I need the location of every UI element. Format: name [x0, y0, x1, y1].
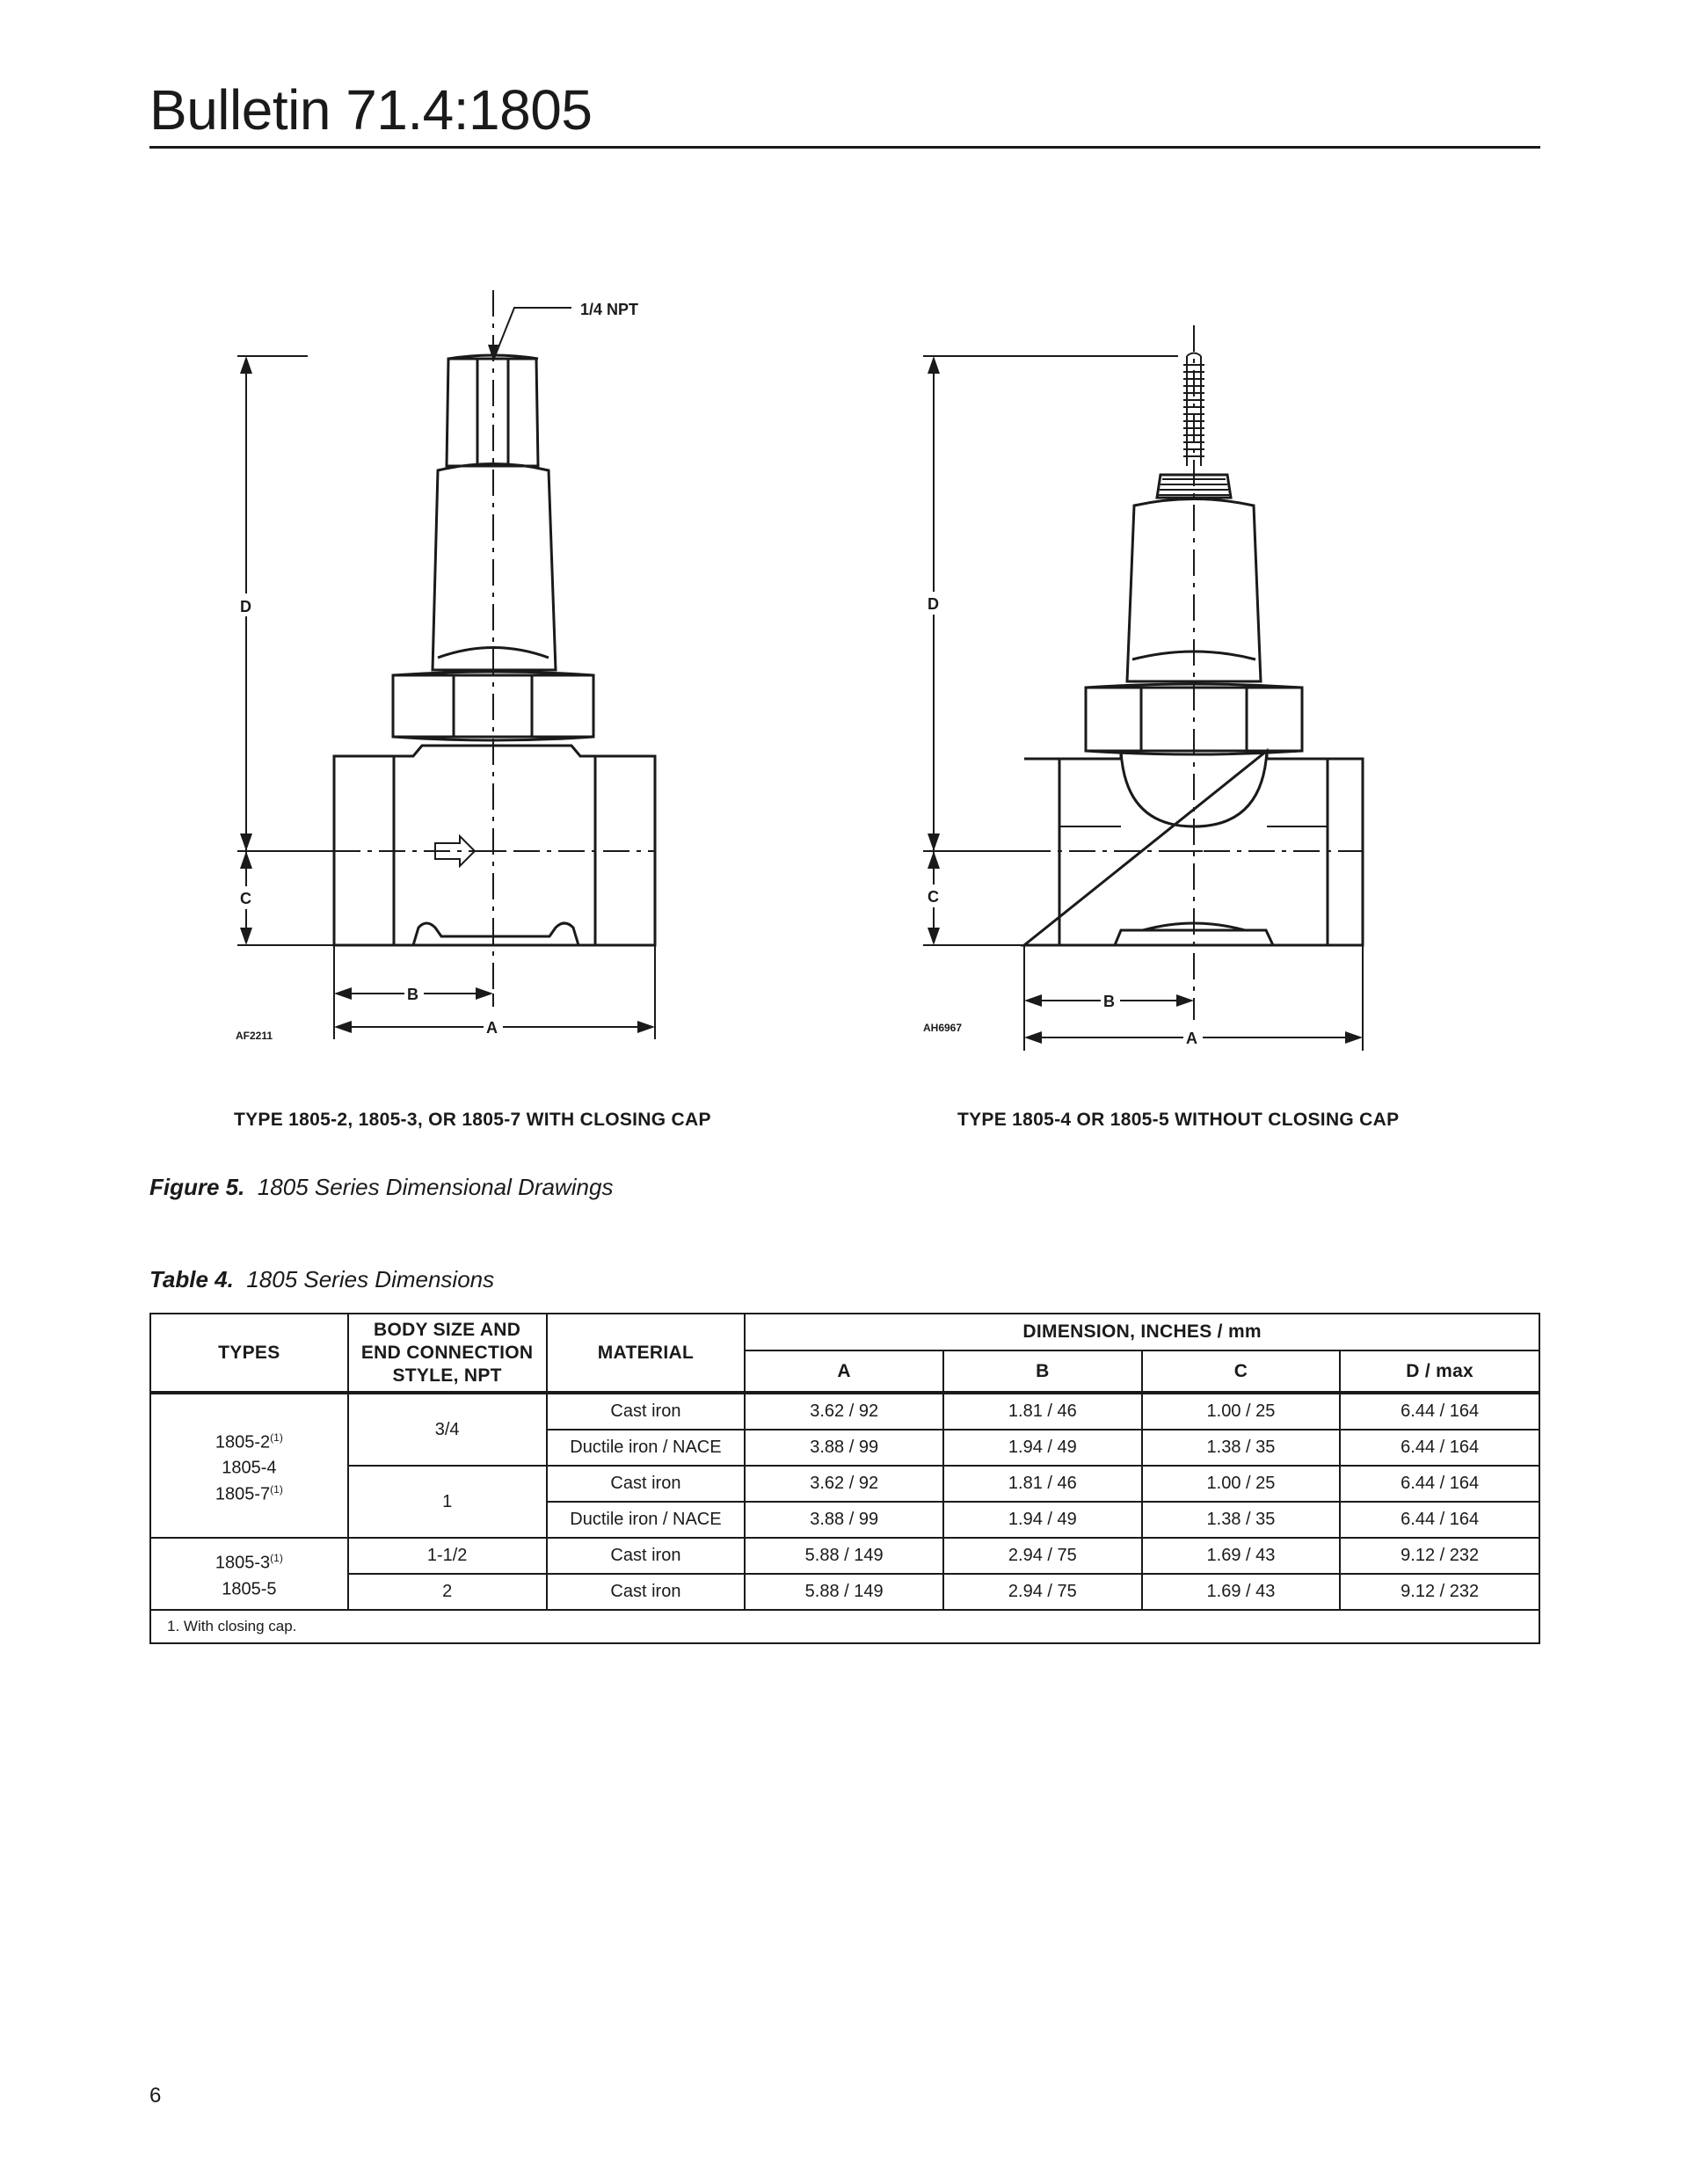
dimension-b-label: B [407, 986, 418, 1003]
dim-d-cell: 6.44 / 164 [1340, 1393, 1539, 1430]
dim-d-cell: 9.12 / 232 [1340, 1538, 1539, 1574]
dim-b-cell: 1.94 / 49 [943, 1502, 1142, 1538]
dim-a-cell: 3.62 / 92 [745, 1466, 943, 1502]
body-size-cell: 1 [348, 1466, 547, 1538]
header-a: A [745, 1350, 943, 1393]
dim-d-cell: 6.44 / 164 [1340, 1430, 1539, 1466]
table-row [150, 1574, 1539, 1610]
material-cell: Ductile iron / NACE [547, 1502, 746, 1538]
body-size-cell: 1-1/2 [348, 1538, 547, 1574]
header-c: C [1142, 1350, 1341, 1393]
drawing-code: AF2211 [236, 1030, 273, 1042]
table-caption-label: Table 4. [149, 1266, 234, 1292]
body-size-cell: 3/4 [348, 1393, 547, 1466]
dimension-a-label: A [486, 1019, 498, 1037]
dim-a-cell: 3.88 / 99 [745, 1502, 943, 1538]
header-b: B [943, 1350, 1142, 1393]
material-cell: Cast iron [547, 1538, 746, 1574]
figure-caption [149, 1174, 613, 1201]
table-row [150, 1538, 1539, 1574]
dimensions-table [149, 1313, 1540, 1644]
right-drawing-caption: TYPE 1805-4 OR 1805-5 WITHOUT CLOSING CAP [957, 1110, 1400, 1130]
material-cell: Cast iron [547, 1466, 746, 1502]
dim-a-cell: 3.88 / 99 [745, 1430, 943, 1466]
header-dimension: DIMENSION, INCHES / mm [745, 1314, 1539, 1350]
table-row [150, 1466, 1539, 1502]
npt-callout: 1/4 NPT [580, 301, 639, 318]
right-dimensional-drawing [906, 290, 1451, 1064]
dimension-a-label: A [1186, 1030, 1197, 1047]
dimension-b-label: B [1103, 993, 1115, 1010]
dim-b-cell: 2.94 / 75 [943, 1538, 1142, 1574]
dim-c-cell: 1.38 / 35 [1142, 1430, 1341, 1466]
header-types: TYPES [150, 1314, 348, 1393]
dim-c-cell: 1.00 / 25 [1142, 1393, 1341, 1430]
dim-a-cell: 5.88 / 149 [745, 1538, 943, 1574]
dimension-c-label: C [240, 890, 251, 907]
table-caption [149, 1266, 494, 1293]
drawing-code: AH6967 [923, 1022, 963, 1034]
figure-caption-text: 1805 Series Dimensional Drawings [257, 1174, 614, 1200]
header-d: D / max [1340, 1350, 1539, 1393]
page-number: 6 [149, 2084, 162, 2108]
header-body-size: BODY SIZE AND END CONNECTION STYLE, NPT [348, 1314, 547, 1393]
body-size-cell: 2 [348, 1574, 547, 1610]
material-cell: Cast iron [547, 1393, 746, 1430]
dim-d-cell: 9.12 / 232 [1340, 1574, 1539, 1610]
dim-b-cell: 1.81 / 46 [943, 1393, 1142, 1430]
table-caption-text: 1805 Series Dimensions [246, 1266, 495, 1292]
types-group-2: 1805-3$^{(1)}$ 1805-5 [150, 1538, 348, 1610]
dim-d-cell: 6.44 / 164 [1340, 1466, 1539, 1502]
types-group-1: 1805-2$^{(1)}$ 1805-4 1805-7$^{(1)}$ [150, 1393, 348, 1538]
table-footnote: 1. With closing cap. [150, 1610, 1539, 1643]
dim-d-cell: 6.44 / 164 [1340, 1502, 1539, 1538]
valve-body [334, 746, 655, 945]
material-cell: Ductile iron / NACE [547, 1430, 746, 1466]
material-cell: Cast iron [547, 1574, 746, 1610]
left-dimensional-drawing [211, 290, 703, 1064]
dim-b-cell: 1.81 / 46 [943, 1466, 1142, 1502]
dimension-d-label: D [240, 598, 251, 615]
dim-b-cell: 2.94 / 75 [943, 1574, 1142, 1610]
dim-c-cell: 1.00 / 25 [1142, 1466, 1341, 1502]
header-rule [149, 146, 1540, 149]
dim-a-cell: 5.88 / 149 [745, 1574, 943, 1610]
dim-c-cell: 1.69 / 43 [1142, 1574, 1341, 1610]
page-title: Bulletin 71.4:1805 [149, 78, 593, 142]
table-row [150, 1393, 1539, 1430]
figure-caption-label: Figure 5. [149, 1174, 245, 1200]
header-material: MATERIAL [547, 1314, 746, 1393]
dim-c-cell: 1.69 / 43 [1142, 1538, 1341, 1574]
dimension-c-label: C [928, 888, 939, 906]
dim-a-cell: 3.62 / 92 [745, 1393, 943, 1430]
left-drawing-caption: TYPE 1805-2, 1805-3, OR 1805-7 WITH CLOSING CAP [234, 1110, 711, 1130]
dim-b-cell: 1.94 / 49 [943, 1430, 1142, 1466]
dimension-d-label: D [928, 595, 939, 613]
dim-c-cell: 1.38 / 35 [1142, 1502, 1341, 1538]
